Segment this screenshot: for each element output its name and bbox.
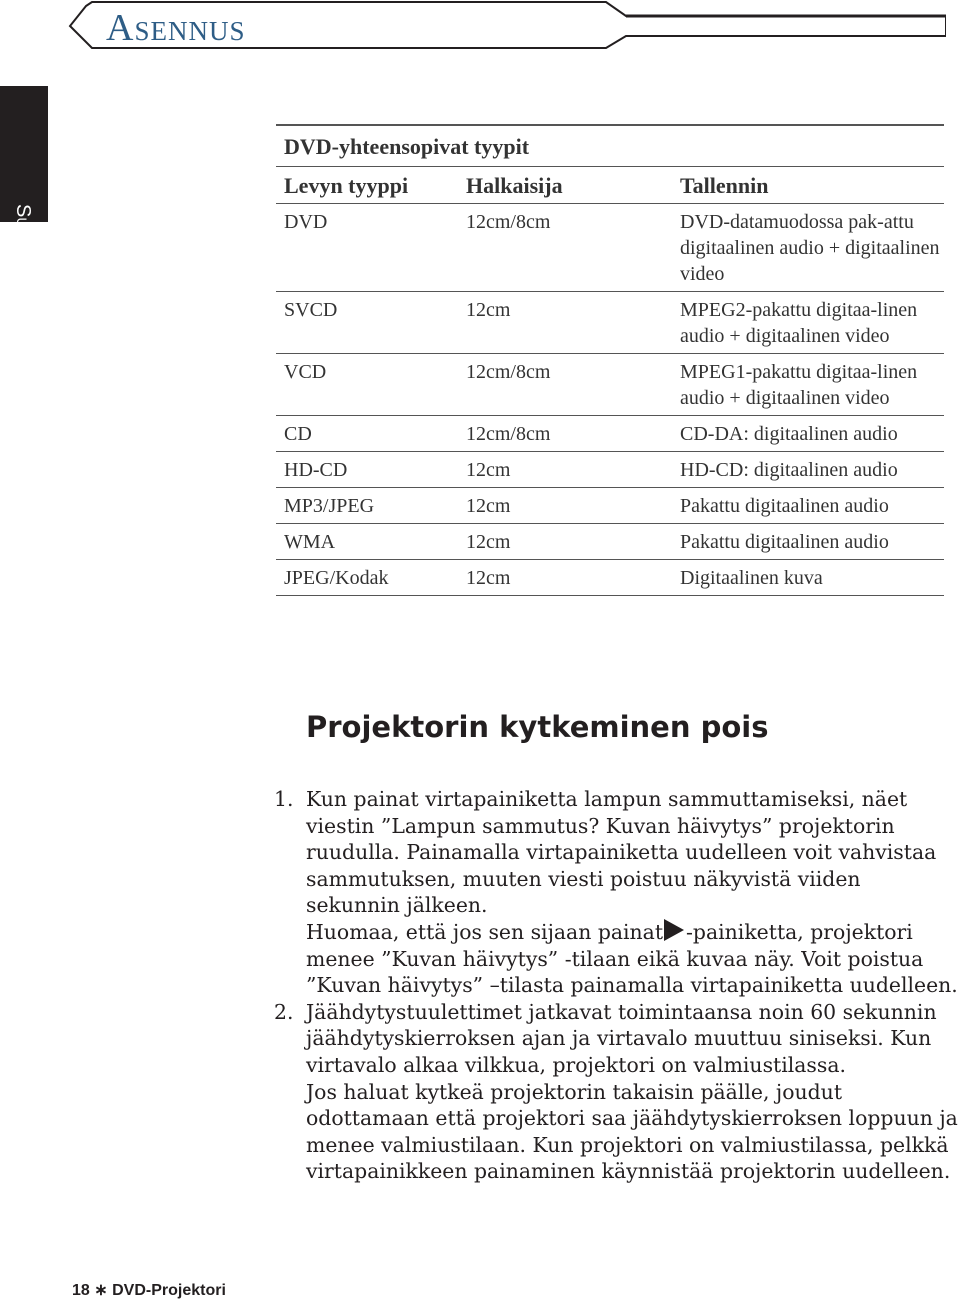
cell-disc-type: JPEG/Kodak bbox=[276, 560, 458, 596]
column-header-disc-type: Levyn tyyppi bbox=[276, 167, 458, 204]
footer-label: DVD-Projektori bbox=[112, 1282, 226, 1299]
table-row bbox=[276, 560, 944, 596]
language-tab-label: Suomi bbox=[12, 204, 34, 254]
table-header-row bbox=[276, 167, 944, 204]
cell-recording: Pakattu digitaalinen audio bbox=[672, 524, 944, 560]
cell-recording: HD-CD: digitaalinen audio bbox=[672, 452, 944, 488]
section-title: Projektorin kytkeminen pois bbox=[306, 710, 769, 744]
cell-disc-type: CD bbox=[276, 416, 458, 452]
paragraph: Jos haluat kytkeä projektorin takaisin päälle, joudut odottamaan että projektori saa jäähdytyskierroksen loppuun ja menee valmiustilaan. Kun projektori on valmiustilassa, pelkkä virtapainikkeen painaminen käynnistää projektorin uudelleen. bbox=[306, 1079, 958, 1184]
cell-diameter: 12cm bbox=[458, 488, 672, 524]
play-triangle-icon bbox=[664, 919, 684, 941]
cell-diameter: 12cm/8cm bbox=[458, 416, 672, 452]
cell-recording: DVD-datamuodossa pak-attu digitaalinen audio + digitaalinen video bbox=[672, 204, 944, 292]
cell-disc-type: SVCD bbox=[276, 292, 458, 354]
table-row bbox=[276, 488, 944, 524]
cell-disc-type: WMA bbox=[276, 524, 458, 560]
column-header-diameter: Halkaisija bbox=[458, 167, 672, 204]
table-row bbox=[276, 416, 944, 452]
table-caption: DVD-yhteensopivat tyypit bbox=[276, 126, 944, 167]
cell-disc-type: DVD bbox=[276, 204, 458, 292]
cell-disc-type: HD-CD bbox=[276, 452, 458, 488]
list-item bbox=[274, 999, 960, 1185]
cell-diameter: 12cm bbox=[458, 292, 672, 354]
page-number: 18 bbox=[72, 1282, 90, 1299]
cell-diameter: 12cm bbox=[458, 560, 672, 596]
disc-table bbox=[276, 167, 944, 596]
cell-recording: Digitaalinen kuva bbox=[672, 560, 944, 596]
cell-diameter: 12cm bbox=[458, 524, 672, 560]
table-row bbox=[276, 524, 944, 560]
chapter-header bbox=[66, 0, 946, 50]
text-span: -painiketta, projektori menee ”Kuvan häivytys” -tilaan eikä kuvaa näy. Voit poistua ”Kuvan häivytys” –tilasta painamalla virtapainiketta uudelleen. bbox=[306, 919, 958, 998]
cell-disc-type: VCD bbox=[276, 354, 458, 416]
list-number: 1. bbox=[274, 787, 294, 811]
table-row bbox=[276, 452, 944, 488]
table-row bbox=[276, 354, 944, 416]
list-item bbox=[274, 786, 960, 999]
instructions bbox=[274, 786, 960, 1185]
cell-recording: CD-DA: digitaalinen audio bbox=[672, 416, 944, 452]
language-tab bbox=[0, 86, 48, 254]
table-row bbox=[276, 292, 944, 354]
disc-type-table bbox=[276, 124, 944, 596]
footer-separator: ∗ bbox=[94, 1282, 108, 1299]
chapter-title: Asennus bbox=[106, 7, 246, 49]
cell-recording: MPEG1-pakattu digitaa-linen audio + digitaalinen video bbox=[672, 354, 944, 416]
table-row bbox=[276, 204, 944, 292]
paragraph: Jäähdytystuulettimet jatkavat toimintaansa noin 60 sekunnin jäähdytyskierroksen ajan ja virtavalo muuttuu siniseksi. Kun virtavalo alkaa vilkkua, projektori on valmiustilassa. bbox=[306, 999, 937, 1077]
cell-diameter: 12cm/8cm bbox=[458, 204, 672, 292]
cell-diameter: 12cm bbox=[458, 452, 672, 488]
page-footer bbox=[72, 1280, 226, 1300]
column-header-recording: Tallennin bbox=[672, 167, 944, 204]
cell-disc-type: MP3/JPEG bbox=[276, 488, 458, 524]
paragraph: Kun painat virtapainiketta lampun sammuttamiseksi, näet viestin ”Lampun sammutus? Kuvan häivytys” projektorin ruudulla. Painamalla virtapainiketta uudelleen voit vahvistaa sammutuksen, muuten viesti poistuu näkyvistä viiden sekunnin jälkeen. bbox=[306, 787, 937, 918]
cell-diameter: 12cm/8cm bbox=[458, 354, 672, 416]
list-number: 2. bbox=[274, 999, 294, 1024]
paragraph bbox=[306, 919, 960, 999]
text-span: Huomaa, että jos sen sijaan painat bbox=[306, 919, 664, 944]
cell-recording: MPEG2-pakattu digitaa-linen audio + digitaalinen video bbox=[672, 292, 944, 354]
cell-recording: Pakattu digitaalinen audio bbox=[672, 488, 944, 524]
